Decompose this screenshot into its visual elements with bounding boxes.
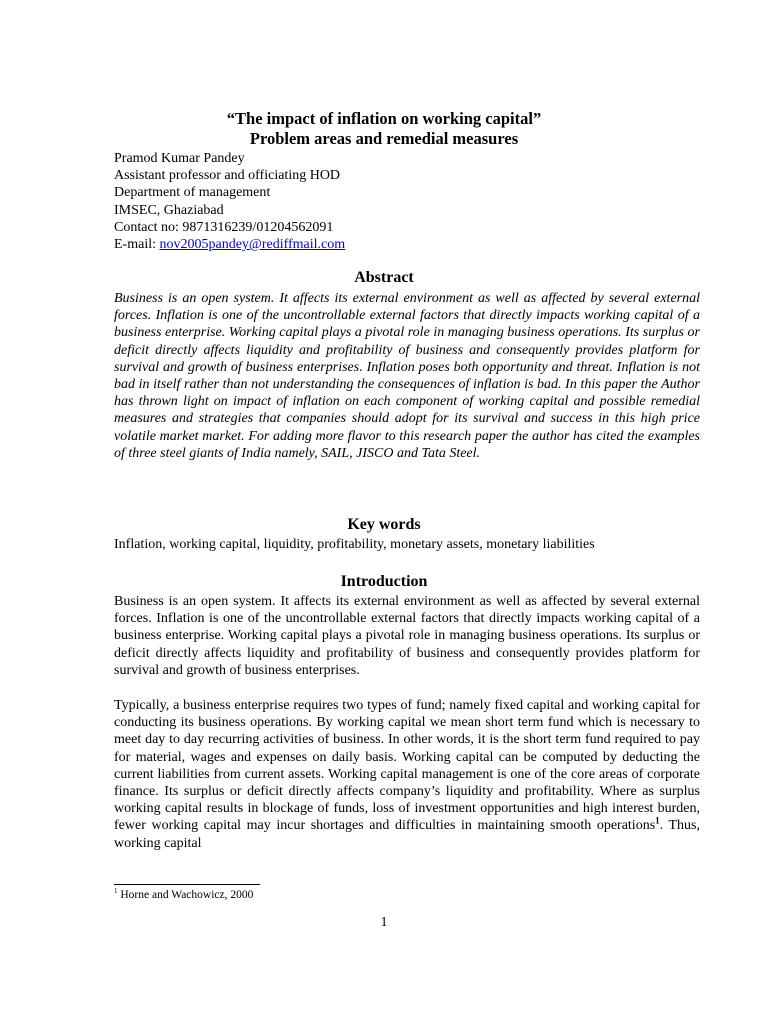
footnote-text: Horne and Wachowicz, 2000 (117, 889, 254, 901)
author-position: Assistant professor and officiating HOD (114, 168, 341, 184)
keywords-heading: Key words (347, 516, 421, 533)
introduction-paragraph-2-text: Typically, a business enterprise requires two types of fund; namely fixed capital and working capital for conducting its business operations. By working capital we mean short term fund which is necessary to meet day to day recurring activities of business. In other words, it is the short term fund required to pay for material, wages and expenses on daily basis. Working capital can be computed by deducting the current liabilities from current assets. Working capital management is one of the core areas of corporate finance. Its surplus or deficit directly affects company’s liquidity and profitability. Where as surplus working capital results in blockage of funds, loss of investment opportunities and high interest burden, fewer working capital may incur shortages and difficulties in maintaining smooth operations (114, 698, 700, 834)
footnote-number: 1 (114, 887, 118, 896)
author-block (114, 150, 345, 253)
email-link[interactable]: nov2005pandey@rediffmail.com (159, 237, 346, 253)
footnote-divider (114, 884, 260, 885)
page-number: 1 (380, 915, 388, 930)
author-department: Department of management (114, 185, 271, 201)
introduction-paragraph-2 (114, 697, 700, 852)
introduction-paragraph-1: Business is an open system. It affects its external environment as well as affected by several external forces. Inflation is one of the uncontrollable external factors that directly impacts working capital of a business enterprise. Working capital plays a pivotal role in managing business operations. Its surplus or deficit directly affects liquidity and profitability of business and consequently provides platform for survival and growth of business enterprises. (114, 594, 700, 678)
author-email-line (114, 236, 345, 253)
keywords-text: Inflation, working capital, liquidity, profitability, monetary assets, monetary liabilities (114, 537, 595, 552)
paper-subtitle: Problem areas and remedial measures (249, 129, 519, 148)
introduction-paragraph-2-tail: . Thus, working capital (114, 818, 701, 851)
author-institution: IMSEC, Ghaziabad (114, 202, 224, 218)
author-name: Pramod Kumar Pandey (114, 151, 245, 166)
introduction-heading: Introduction (340, 573, 428, 590)
email-label: E-mail: (114, 237, 160, 253)
footnote (114, 889, 253, 901)
abstract-heading: Abstract (354, 269, 414, 286)
abstract-text: Business is an open system. It affects its external environment as well as affected by several external forces. Inflation is one of the uncontrollable external factors that directly impacts working capital of a business enterprise. Working capital plays a pivotal role in managing business operations. Its surplus or deficit directly affects liquidity and profitability of business and consequently provides platform for survival and growth of business enterprises. Inflation poses both opportunity and threat. Inflation is not bad in itself rather than not understanding the consequences of inflation is bad. In this paper the Author has thrown light on impact of inflation on each component of working capital and possible remedial measures and strategies that companies should adopt for its survival and success in this high price volatile market market. For adding more flavor to this research paper the author has cited the examples of three steel giants of India namely, SAIL, JISCO and Tata Steel. (114, 291, 700, 461)
author-contact: Contact no: 9871316239/01204562091 (114, 219, 334, 235)
footnote-reference[interactable]: 1 (655, 815, 660, 826)
paper-title: “The impact of inflation on working capital” (226, 109, 542, 128)
